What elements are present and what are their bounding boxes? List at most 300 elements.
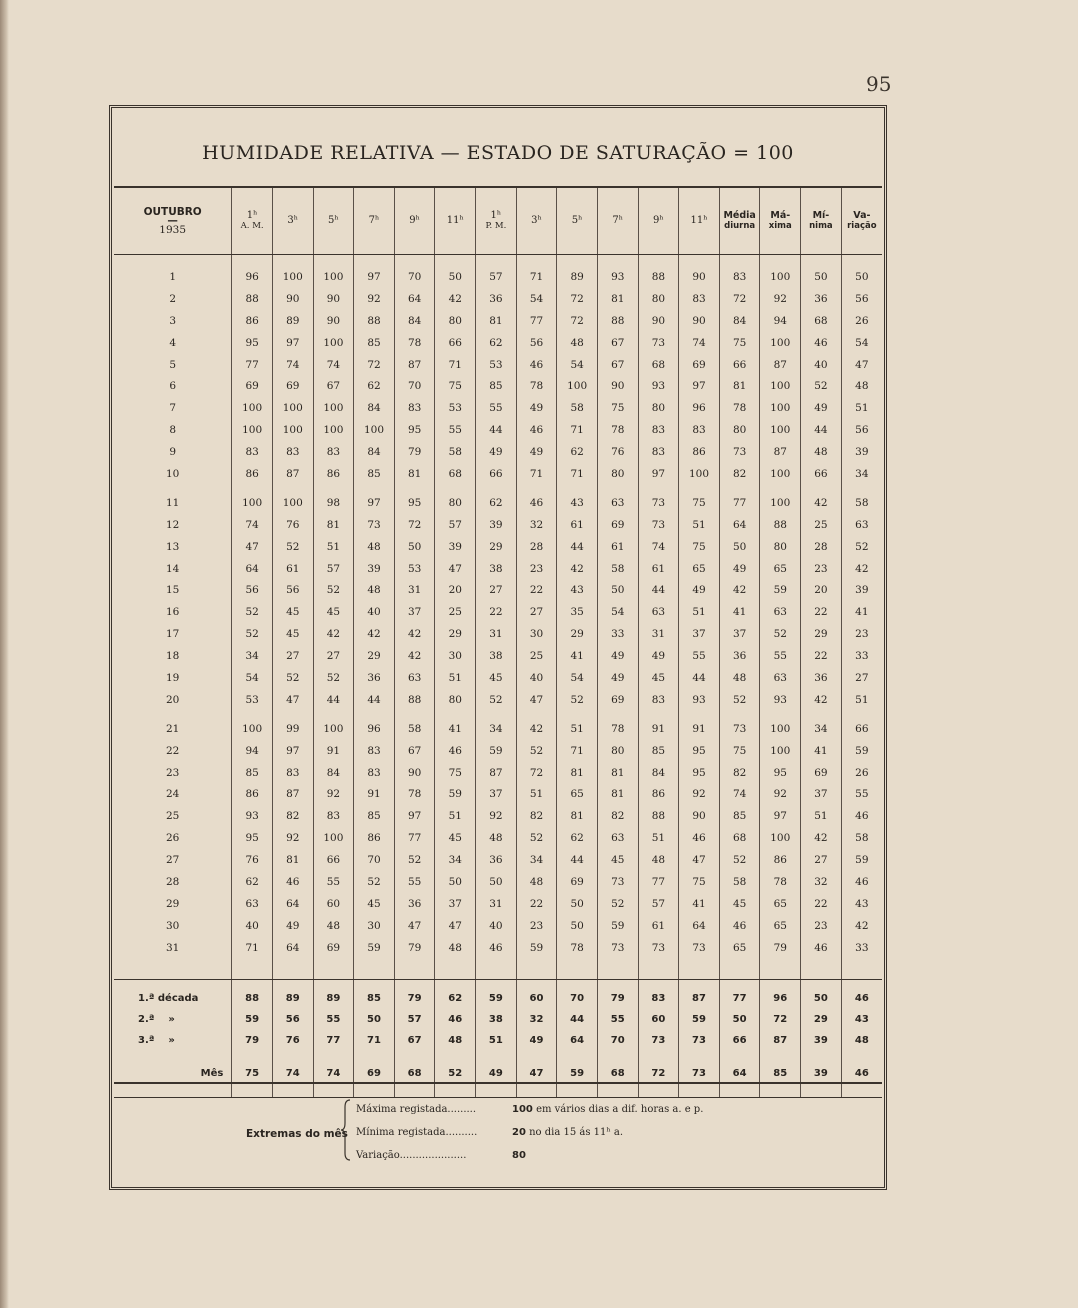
value-cell: 72 (354, 354, 395, 376)
value-cell: 71 (516, 463, 557, 485)
day-cell: 18 (165, 650, 180, 663)
value-cell: 82 (272, 805, 313, 827)
extremes-label: Extremas do mês (246, 1128, 348, 1140)
value-cell: 92 (272, 827, 313, 849)
day-cell: 9 (169, 446, 176, 459)
value-cell: 62 (476, 332, 517, 354)
summary-label: 3.ª » (138, 1034, 175, 1046)
value-cell: 75 (435, 762, 476, 784)
value-cell: 27 (516, 601, 557, 623)
value-cell: 34 (476, 718, 517, 740)
value-cell: 41 (841, 601, 882, 623)
value-cell: 63 (597, 492, 638, 514)
value-cell: 90 (679, 805, 720, 827)
value-cell: 48 (719, 667, 760, 689)
value-cell: 44 (638, 579, 679, 601)
value-cell: 50 (597, 579, 638, 601)
humidity-table (114, 188, 882, 1098)
value-cell: 34 (232, 645, 273, 667)
summary-cell: 70 (597, 1030, 638, 1051)
value-cell: 58 (841, 492, 882, 514)
value-cell: 77 (394, 827, 435, 849)
value-cell: 64 (272, 893, 313, 915)
value-cell: 45 (313, 601, 354, 623)
value-cell: 51 (638, 827, 679, 849)
value-cell: 56 (516, 332, 557, 354)
value-cell: 39 (435, 536, 476, 558)
value-cell: 47 (272, 689, 313, 711)
value-cell: 59 (435, 783, 476, 805)
brace-icon (341, 1099, 351, 1161)
summary-cell: 46 (841, 988, 882, 1009)
extreme-name: Mínima registada.......... (356, 1127, 478, 1138)
value-cell: 68 (638, 354, 679, 376)
value-cell: 81 (597, 288, 638, 310)
value-cell: 37 (719, 623, 760, 645)
value-cell: 46 (841, 871, 882, 893)
value-cell: 53 (394, 558, 435, 580)
value-cell: 92 (760, 288, 801, 310)
value-cell: 44 (476, 419, 517, 441)
value-cell: 33 (841, 645, 882, 667)
summary-cell: 43 (841, 1009, 882, 1030)
value-cell: 81 (476, 310, 517, 332)
spacer-row (114, 485, 882, 492)
value-cell: 52 (272, 536, 313, 558)
value-cell: 95 (232, 332, 273, 354)
value-cell: 37 (801, 783, 842, 805)
value-cell: 52 (760, 623, 801, 645)
month-cell: 47 (516, 1063, 557, 1085)
value-cell: 47 (435, 558, 476, 580)
value-cell: 50 (557, 893, 598, 915)
value-cell: 52 (232, 601, 273, 623)
table-row (114, 310, 882, 332)
value-cell: 69 (597, 689, 638, 711)
value-cell: 37 (394, 601, 435, 623)
value-cell: 71 (435, 354, 476, 376)
header-col: Má- xima (760, 188, 801, 255)
month-cell: 74 (313, 1063, 354, 1085)
value-cell: 100 (272, 397, 313, 419)
value-cell: 22 (801, 893, 842, 915)
header-col: 5ʰ (557, 188, 598, 255)
value-cell: 27 (841, 667, 882, 689)
value-cell: 80 (435, 310, 476, 332)
value-cell: 49 (516, 397, 557, 419)
summary-cell: 57 (394, 1009, 435, 1030)
value-cell: 67 (394, 740, 435, 762)
month-cell: 69 (354, 1063, 395, 1085)
day-cell: 30 (165, 919, 180, 932)
day-cell: 14 (165, 562, 180, 575)
value-cell: 50 (394, 536, 435, 558)
header-col: 7ʰ (354, 188, 395, 255)
day-cell: 29 (165, 897, 180, 910)
value-cell: 42 (841, 915, 882, 937)
value-cell: 93 (597, 266, 638, 288)
value-cell: 84 (638, 762, 679, 784)
value-cell: 78 (760, 871, 801, 893)
value-cell: 44 (557, 849, 598, 871)
value-cell: 30 (435, 645, 476, 667)
value-cell: 81 (557, 805, 598, 827)
table-row (114, 871, 882, 893)
value-cell: 55 (313, 871, 354, 893)
value-cell: 85 (354, 332, 395, 354)
value-cell: 43 (557, 579, 598, 601)
value-cell: 36 (354, 667, 395, 689)
spacer-row (114, 979, 882, 988)
extreme-value-note: no dia 15 ás 11ʰ a. (529, 1127, 624, 1138)
summary-cell: 59 (232, 1009, 273, 1030)
value-cell: 97 (272, 740, 313, 762)
value-cell: 44 (679, 667, 720, 689)
value-cell: 85 (354, 805, 395, 827)
value-cell: 28 (516, 536, 557, 558)
value-cell: 97 (272, 332, 313, 354)
day-cell: 1 (169, 270, 176, 283)
header-col: 11ʰ (679, 188, 720, 255)
value-cell: 46 (801, 332, 842, 354)
value-cell: 80 (638, 288, 679, 310)
value-cell: 89 (272, 310, 313, 332)
value-cell: 49 (638, 645, 679, 667)
value-cell: 46 (679, 827, 720, 849)
day-cell: 10 (165, 467, 180, 480)
value-cell: 92 (760, 783, 801, 805)
extreme-value (512, 1127, 623, 1138)
value-cell: 100 (760, 827, 801, 849)
value-cell: 69 (679, 354, 720, 376)
value-cell: 36 (476, 849, 517, 871)
value-cell: 75 (719, 740, 760, 762)
extreme-value-number: 100 (512, 1104, 533, 1115)
value-cell: 35 (557, 601, 598, 623)
summary-cell: 87 (679, 988, 720, 1009)
value-cell: 54 (841, 332, 882, 354)
value-cell: 51 (679, 601, 720, 623)
value-cell: 63 (597, 827, 638, 849)
header-col: Mí- nima (801, 188, 842, 255)
value-cell: 96 (679, 397, 720, 419)
value-cell: 100 (313, 827, 354, 849)
value-cell: 59 (597, 915, 638, 937)
value-cell: 75 (679, 871, 720, 893)
value-cell: 42 (801, 827, 842, 849)
extreme-value-note: em vários dias a dif. horas a. e p. (536, 1104, 704, 1115)
value-cell: 67 (313, 375, 354, 397)
value-cell: 52 (801, 375, 842, 397)
value-cell: 58 (394, 718, 435, 740)
value-cell: 32 (516, 514, 557, 536)
value-cell: 46 (516, 492, 557, 514)
value-cell: 78 (394, 332, 435, 354)
value-cell: 88 (394, 689, 435, 711)
value-cell: 26 (841, 310, 882, 332)
value-cell: 86 (313, 463, 354, 485)
value-cell: 74 (719, 783, 760, 805)
value-cell: 50 (841, 266, 882, 288)
summary-cell: 55 (313, 1009, 354, 1030)
table-row (114, 601, 882, 623)
value-cell: 77 (232, 354, 273, 376)
value-cell: 48 (354, 579, 395, 601)
value-cell: 63 (841, 514, 882, 536)
value-cell: 61 (557, 514, 598, 536)
value-cell: 88 (638, 805, 679, 827)
value-cell: 33 (597, 623, 638, 645)
value-cell: 49 (597, 667, 638, 689)
table-row (114, 266, 882, 288)
value-cell: 83 (638, 689, 679, 711)
value-cell: 25 (435, 601, 476, 623)
header-col: 7ʰ (597, 188, 638, 255)
value-cell: 93 (638, 375, 679, 397)
month-label: Mês (200, 1068, 224, 1080)
value-cell: 68 (719, 827, 760, 849)
value-cell: 100 (760, 718, 801, 740)
value-cell: 90 (597, 375, 638, 397)
value-cell: 62 (354, 375, 395, 397)
value-cell: 97 (354, 266, 395, 288)
value-cell: 48 (638, 849, 679, 871)
day-cell: 26 (165, 832, 180, 845)
value-cell: 52 (516, 740, 557, 762)
summary-cell: 50 (801, 988, 842, 1009)
value-cell: 62 (557, 827, 598, 849)
value-cell: 84 (719, 310, 760, 332)
month-cell: 74 (272, 1063, 313, 1085)
value-cell: 85 (354, 463, 395, 485)
value-cell: 79 (394, 441, 435, 463)
value-cell: 68 (435, 463, 476, 485)
value-cell: 45 (435, 827, 476, 849)
value-cell: 95 (394, 492, 435, 514)
value-cell: 46 (841, 805, 882, 827)
header-row (114, 188, 882, 255)
extreme-name: Variação..................... (356, 1150, 467, 1161)
day-cell: 4 (169, 336, 176, 349)
value-cell: 77 (638, 871, 679, 893)
value-cell: 74 (232, 514, 273, 536)
summary-cell: 79 (232, 1030, 273, 1051)
value-cell: 64 (679, 915, 720, 937)
value-cell: 48 (841, 375, 882, 397)
value-cell: 84 (354, 397, 395, 419)
value-cell: 100 (313, 397, 354, 419)
value-cell: 43 (557, 492, 598, 514)
value-cell: 52 (232, 623, 273, 645)
day-cell: 6 (169, 380, 176, 393)
value-cell: 87 (272, 783, 313, 805)
value-cell: 29 (801, 623, 842, 645)
value-cell: 52 (394, 849, 435, 871)
value-cell: 81 (394, 463, 435, 485)
value-cell: 37 (435, 893, 476, 915)
summary-label: 2.ª » (138, 1013, 175, 1025)
value-cell: 46 (272, 871, 313, 893)
value-cell: 76 (272, 514, 313, 536)
value-cell: 95 (679, 762, 720, 784)
value-cell: 46 (516, 419, 557, 441)
value-cell: 61 (638, 915, 679, 937)
table-row (114, 893, 882, 915)
value-cell: 72 (557, 310, 598, 332)
value-cell: 53 (232, 689, 273, 711)
value-cell: 77 (516, 310, 557, 332)
value-cell: 97 (354, 492, 395, 514)
value-cell: 50 (719, 536, 760, 558)
table-row (114, 579, 882, 601)
value-cell: 83 (354, 740, 395, 762)
value-cell: 94 (760, 310, 801, 332)
table-row (114, 740, 882, 762)
value-cell: 90 (313, 288, 354, 310)
day-cell: 13 (165, 540, 180, 553)
value-cell: 66 (801, 463, 842, 485)
summary-cell: 67 (394, 1030, 435, 1051)
value-cell: 75 (679, 492, 720, 514)
value-cell: 87 (272, 463, 313, 485)
value-cell: 43 (841, 893, 882, 915)
value-cell: 65 (719, 937, 760, 959)
value-cell: 68 (801, 310, 842, 332)
value-cell: 29 (354, 645, 395, 667)
value-cell: 39 (354, 558, 395, 580)
value-cell: 83 (232, 441, 273, 463)
value-cell: 98 (313, 492, 354, 514)
value-cell: 69 (597, 514, 638, 536)
value-cell: 56 (841, 419, 882, 441)
value-cell: 78 (597, 419, 638, 441)
table-row (114, 419, 882, 441)
value-cell: 37 (679, 623, 720, 645)
table-row (114, 514, 882, 536)
value-cell: 100 (760, 375, 801, 397)
value-cell: 83 (679, 419, 720, 441)
value-cell: 84 (313, 762, 354, 784)
value-cell: 64 (232, 558, 273, 580)
summary-cell: 83 (638, 988, 679, 1009)
summary-cell: 77 (313, 1030, 354, 1051)
value-cell: 78 (597, 718, 638, 740)
value-cell: 28 (801, 536, 842, 558)
value-cell: 81 (272, 849, 313, 871)
value-cell: 40 (232, 915, 273, 937)
day-cell: 21 (165, 722, 180, 735)
value-cell: 52 (272, 667, 313, 689)
value-cell: 80 (597, 740, 638, 762)
value-cell: 83 (638, 441, 679, 463)
value-cell: 78 (557, 937, 598, 959)
value-cell: 74 (638, 536, 679, 558)
summary-cell: 32 (516, 1009, 557, 1030)
month-cell: 72 (638, 1063, 679, 1085)
value-cell: 48 (801, 441, 842, 463)
value-cell: 65 (760, 915, 801, 937)
value-cell: 49 (801, 397, 842, 419)
value-cell: 37 (476, 783, 517, 805)
value-cell: 52 (557, 689, 598, 711)
page-number: 95 (866, 72, 892, 96)
extreme-value (512, 1104, 703, 1115)
value-cell: 34 (435, 849, 476, 871)
value-cell: 83 (719, 266, 760, 288)
header-col: 1ʰ A. M. (232, 188, 273, 255)
table-title: HUMIDADE RELATIVA — ESTADO DE SATURAÇÃO = 100 (202, 141, 794, 164)
value-cell: 34 (841, 463, 882, 485)
value-cell: 53 (476, 354, 517, 376)
extremes-section (114, 1082, 882, 1184)
value-cell: 27 (801, 849, 842, 871)
value-cell: 50 (801, 266, 842, 288)
extreme-name: Máxima registada......... (356, 1104, 477, 1115)
value-cell: 47 (232, 536, 273, 558)
summary-cell: 89 (313, 988, 354, 1009)
value-cell: 51 (801, 805, 842, 827)
spacer-row (114, 1051, 882, 1063)
value-cell: 100 (232, 397, 273, 419)
value-cell: 49 (597, 645, 638, 667)
day-cell: 5 (169, 358, 176, 371)
header-col: 1ʰ P. M. (476, 188, 517, 255)
value-cell: 80 (760, 536, 801, 558)
value-cell: 95 (394, 419, 435, 441)
value-cell: 40 (354, 601, 395, 623)
value-cell: 46 (476, 937, 517, 959)
summary-cell: 50 (719, 1009, 760, 1030)
day-cell: 19 (165, 671, 180, 684)
value-cell: 45 (354, 893, 395, 915)
value-cell: 51 (557, 718, 598, 740)
summary-cell: 88 (232, 988, 273, 1009)
value-cell: 100 (760, 266, 801, 288)
month-cell: 73 (679, 1063, 720, 1085)
table-body (114, 188, 882, 1097)
value-cell: 25 (516, 645, 557, 667)
value-cell: 52 (516, 827, 557, 849)
value-cell: 27 (476, 579, 517, 601)
value-cell: 92 (679, 783, 720, 805)
value-cell: 51 (435, 667, 476, 689)
summary-cell: 96 (760, 988, 801, 1009)
summary-cell: 64 (557, 1030, 598, 1051)
value-cell: 54 (516, 288, 557, 310)
value-cell: 100 (232, 492, 273, 514)
value-cell: 40 (516, 667, 557, 689)
day-cell: 20 (165, 693, 180, 706)
value-cell: 22 (476, 601, 517, 623)
value-cell: 83 (313, 441, 354, 463)
value-cell: 87 (476, 762, 517, 784)
value-cell: 52 (597, 893, 638, 915)
value-cell: 62 (476, 492, 517, 514)
summary-cell: 46 (435, 1009, 476, 1030)
table-row (114, 667, 882, 689)
value-cell: 92 (354, 288, 395, 310)
table-row (114, 375, 882, 397)
value-cell: 88 (638, 266, 679, 288)
month-cell: 46 (841, 1063, 882, 1085)
value-cell: 48 (354, 536, 395, 558)
value-cell: 47 (516, 689, 557, 711)
summary-cell: 89 (272, 988, 313, 1009)
value-cell: 65 (557, 783, 598, 805)
value-cell: 85 (638, 740, 679, 762)
value-cell: 52 (719, 689, 760, 711)
value-cell: 71 (232, 937, 273, 959)
